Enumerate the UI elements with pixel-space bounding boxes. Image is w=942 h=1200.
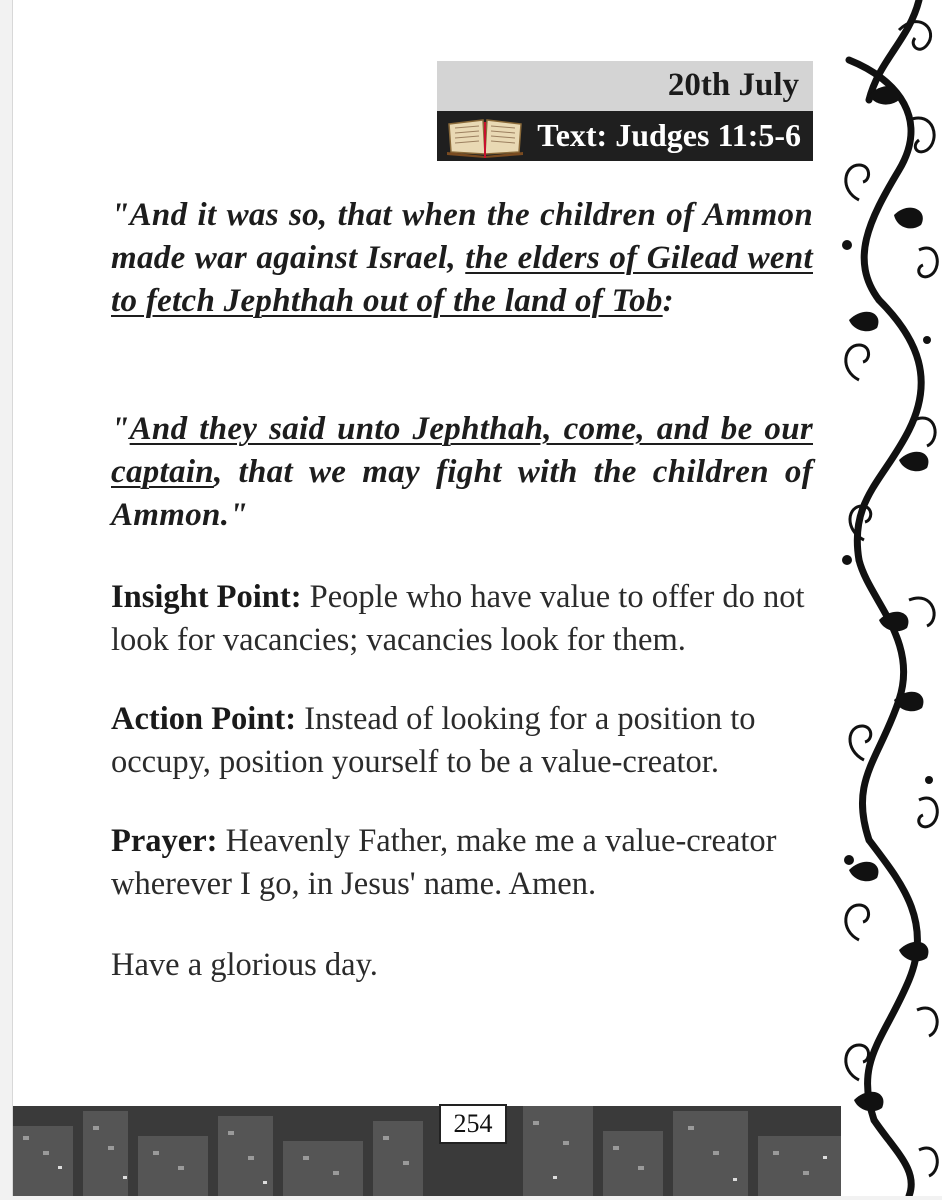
page-number: 254 (439, 1104, 507, 1144)
insight-text: People who have value to offer do not look for vacancies; vacancies look for them. (111, 579, 805, 658)
prayer (111, 820, 813, 906)
devotion-date: 20th July (667, 67, 799, 103)
action-label: Action Point: (111, 701, 297, 737)
devotional-page (12, 0, 942, 1196)
verse-1-end: : (662, 283, 674, 319)
scripture-reference-banner (437, 111, 813, 161)
prayer-label: Prayer: (111, 823, 218, 859)
open-bible-icon (445, 114, 525, 158)
closing-line: Have a glorious day. (111, 947, 378, 983)
verse-2-text: , that we may fight with the children of Ammon." (111, 454, 813, 533)
insight-label: Insight Point: (111, 579, 302, 615)
floral-border-ornament (839, 0, 942, 1196)
date-banner (437, 61, 813, 111)
scripture-reference: Text: Judges 11:5-6 (537, 117, 801, 153)
city-skyline-footer (13, 1106, 841, 1196)
scripture-verse-1 (111, 194, 813, 323)
action-text: Instead of looking for a position to occupy, position yourself to be a value-creator. (111, 701, 756, 780)
verse-1-underlined: the elders of Gilead went to fetch Jephthah out of the land of Tob (111, 240, 813, 319)
verse-2-open-quote: " (111, 411, 130, 447)
scripture-verse-2 (111, 408, 813, 537)
verse-1-text: "And it was so, that when the children of Ammon made war against Israel, (111, 197, 813, 276)
insight-point (111, 576, 813, 662)
verse-2-underlined: And they said unto Jephthah, come, and be our captain (111, 411, 813, 490)
prayer-text: Heavenly Father, make me a value-creator wherever I go, in Jesus' name. Amen. (111, 823, 777, 902)
action-point (111, 698, 813, 784)
